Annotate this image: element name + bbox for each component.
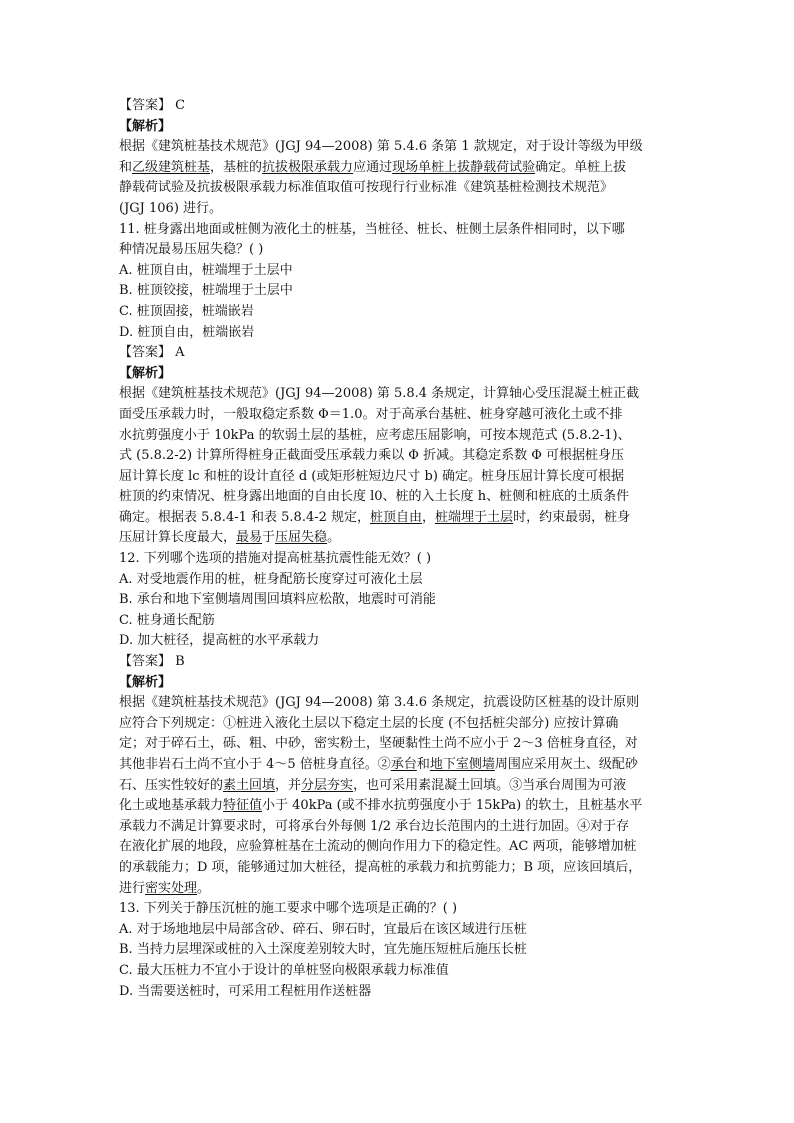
- text-segment: C. 桩身通长配筋: [119, 612, 215, 628]
- text-line: [119, 426, 699, 447]
- text-line: [119, 240, 699, 261]
- text-segment: 根据《建筑桩基技术规范》(JGJ 94—2008) 第 5.4.6 条第 1 款规定，对于设计等级为甲级: [119, 139, 643, 155]
- text-segment: 和: [119, 159, 133, 175]
- text-segment: 式 (5.8.2-2) 计算所得桩身正截面受压承载力乘以 Φ 折减。其稳定系数 Φ 可根据桩身压: [119, 448, 624, 464]
- text-segment: D. 加大桩径，提高桩的水平承载力: [119, 633, 320, 649]
- text-line: [119, 446, 699, 467]
- underlined-term: 地下室侧墙: [429, 757, 495, 772]
- section-heading: 【解析】: [119, 365, 172, 381]
- text-line: [119, 117, 699, 138]
- text-line: [119, 261, 699, 282]
- text-line: [119, 734, 699, 755]
- document-page: [119, 96, 699, 1002]
- text-segment: 静载荷试验及抗拔极限承载力标准值取值可按现行行业标准《建筑基桩检测技术规范》: [119, 180, 614, 196]
- text-segment: 根据《建筑桩基技术规范》(JGJ 94—2008) 第 5.8.4 条规定，计算轴心受压混凝土桩正截: [119, 386, 640, 402]
- underlined-term: 乙级建筑桩基: [132, 159, 211, 175]
- text-line: [119, 920, 699, 941]
- text-segment: 压屈计算长度最大，: [119, 530, 237, 546]
- text-segment: 确定。单桩上拔: [535, 159, 627, 175]
- text-line: [119, 487, 699, 508]
- text-segment: B. 当持力层埋深或桩的入土深度差别较大时，宜先施压短桩后施压长桩: [119, 942, 527, 958]
- text-line: [119, 879, 699, 900]
- text-segment: 其他非岩石土尚不宜小于 4～5 倍桩身直径。②: [119, 757, 391, 772]
- text-segment: 【答案】 C: [119, 98, 186, 113]
- text-line: [119, 220, 699, 241]
- text-segment: 的承载能力；D 项，能够通过加大桩径，提高桩的承载力和抗剪能力；B 项，应该回填后，: [119, 859, 642, 875]
- text-segment: 化土或地基承载力: [119, 798, 224, 814]
- text-segment: 周围应采用灰土、级配砂: [494, 757, 638, 772]
- text-segment: 【答案】 B: [119, 654, 185, 670]
- text-segment: 桩顶的约束情况、桩身露出地面的自由长度 l0、桩的入土长度 h、桩侧和桩底的土质条件: [119, 489, 630, 505]
- section-heading: 【解析】: [119, 118, 172, 134]
- text-line: [119, 508, 699, 529]
- text-line: [119, 673, 699, 694]
- text-segment: ，并: [275, 777, 302, 793]
- text-segment: 确定。根据表 5.8.4-1 和表 5.8.4-2 规定，: [119, 509, 371, 525]
- text-line: [119, 837, 699, 858]
- text-segment: ，基桩的: [210, 159, 263, 175]
- text-line: [119, 590, 699, 611]
- text-segment: 小于 40kPa (或不排水抗剪强度小于 15kPa) 的软土，且桩基水平: [262, 798, 643, 814]
- text-line: [119, 652, 699, 673]
- text-line: [119, 467, 699, 488]
- text-line: [119, 611, 699, 632]
- underlined-term: 现场单桩上拔静载荷试验: [392, 159, 536, 175]
- text-line: [119, 323, 699, 344]
- text-segment: 时，约束最弱，桩身: [513, 509, 631, 525]
- text-segment: 屈计算长度 lc 和桩的设计直径 d (或矩形桩短边尺寸 b) 确定。桩身压屈计算长度可根据: [119, 468, 625, 484]
- text-segment: 面受压承载力时，一般取稳定系数 Φ＝1.0。对于高承台基桩、桩身穿越可液化土或不排: [119, 406, 623, 422]
- text-line: [119, 364, 699, 385]
- text-segment: 【答案】 A: [119, 345, 185, 361]
- underlined-term: 分层夯实: [301, 777, 354, 793]
- text-segment: 在液化扩展的地段，应验算桩基在土流动的侧向作用力下的稳定性。AC 两项，能够增加桩: [119, 839, 637, 855]
- text-segment: 根据《建筑桩基技术规范》(JGJ 94—2008) 第 3.4.6 条规定，抗震设防区桩基的设计原则: [119, 695, 640, 711]
- text-segment: 承载力不满足计算要求时，可将承台外每侧 1/2 承台边长范围内的土进行加固。④对于存: [119, 818, 630, 834]
- text-segment: 和: [416, 757, 430, 772]
- underlined-term: 承台: [390, 757, 417, 772]
- text-segment: C. 桩顶固接，桩端嵌岩: [119, 303, 254, 319]
- text-line: [119, 631, 699, 652]
- text-line: [119, 343, 699, 364]
- text-line: [119, 178, 699, 199]
- text-line: [119, 528, 699, 549]
- text-line: [119, 982, 699, 1003]
- text-segment: 。: [327, 530, 341, 546]
- text-line: [119, 817, 699, 838]
- text-line: [119, 776, 699, 797]
- text-segment: 。: [197, 880, 211, 896]
- text-segment: A. 桩顶自由，桩端埋于土层中: [119, 262, 293, 278]
- text-segment: 进行: [119, 880, 146, 896]
- underlined-term: 密实处理: [145, 880, 198, 896]
- underlined-term: 桩端埋于土层: [435, 509, 514, 525]
- text-line: [119, 940, 699, 961]
- text-line: [119, 405, 699, 426]
- text-line: [119, 961, 699, 982]
- text-segment: A. 对于场地地层中局部含砂、碎石、卵石时，宜最后在该区域进行压桩: [119, 921, 527, 937]
- underlined-term: 压屈失稳: [275, 530, 328, 546]
- text-segment: 定；对于碎石土，砾、粗、中砂，密实粉土，坚硬黏性土尚不应小于 2～3 倍桩身直径，对: [119, 736, 638, 752]
- section-heading: 【解析】: [119, 674, 172, 690]
- text-segment: B. 桩顶铰接，桩端埋于土层中: [119, 283, 293, 299]
- text-segment: 于: [262, 530, 276, 546]
- text-segment: 石、压实性较好的: [119, 777, 224, 793]
- text-line: [119, 158, 699, 179]
- text-segment: ，: [422, 509, 436, 525]
- text-line: [119, 199, 699, 220]
- text-line: [119, 384, 699, 405]
- text-line: [119, 899, 699, 920]
- underlined-term: 素土回填: [223, 777, 276, 793]
- text-line: [119, 96, 699, 117]
- text-segment: B. 承台和地下室侧墙周围回填料应松散，地震时可消能: [119, 592, 436, 608]
- text-segment: (JGJ 106) 进行。: [119, 200, 223, 216]
- underlined-term: 抗拔极限承载力: [262, 159, 354, 175]
- text-segment: A. 对受地震作用的桩，桩身配筋长度穿过可液化土层: [119, 571, 423, 587]
- text-segment: C. 最大压桩力不宜小于设计的单桩竖向极限承载力标准值: [119, 962, 449, 978]
- text-segment: 应符合下列规定：①桩进入液化土层以下稳定土层的长度 (不包括桩尖部分) 应按计算确: [119, 715, 619, 731]
- text-line: [119, 137, 699, 158]
- text-segment: D. 当需要送桩时，可采用工程桩用作送桩器: [119, 983, 372, 999]
- text-line: [119, 858, 699, 879]
- text-segment: ，也可采用素混凝土回填。③当承台周围为可液: [353, 777, 627, 793]
- text-line: [119, 302, 699, 323]
- text-segment: D. 桩顶自由，桩端嵌岩: [119, 324, 255, 340]
- text-line: [119, 796, 699, 817]
- text-line: [119, 714, 699, 735]
- underlined-term: 桩顶自由: [370, 509, 423, 525]
- text-line: [119, 755, 699, 776]
- underlined-term: 最易: [236, 530, 263, 546]
- text-segment: 水抗剪强度小于 10kPa 的软弱土层的基桩，应考虑压屈影响，可按本规范式 (5.8.2-1)、: [119, 427, 631, 443]
- text-segment: 11. 桩身露出地面或桩侧为液化土的桩基，当桩径、桩长、桩侧土层条件相同时，以下哪: [119, 221, 625, 237]
- text-segment: 13. 下列关于静压沉桩的施工要求中哪个选项是正确的？( ): [119, 901, 458, 917]
- text-line: [119, 281, 699, 302]
- text-line: [119, 570, 699, 591]
- text-segment: 应通过: [353, 159, 393, 175]
- text-line: [119, 693, 699, 714]
- text-segment: 12. 下列哪个选项的措施对提高桩基抗震性能无效？( ): [119, 551, 432, 567]
- text-segment: 种情况最易压屈失稳？( ): [119, 242, 264, 258]
- text-line: [119, 549, 699, 570]
- underlined-term: 特征值: [223, 798, 263, 814]
